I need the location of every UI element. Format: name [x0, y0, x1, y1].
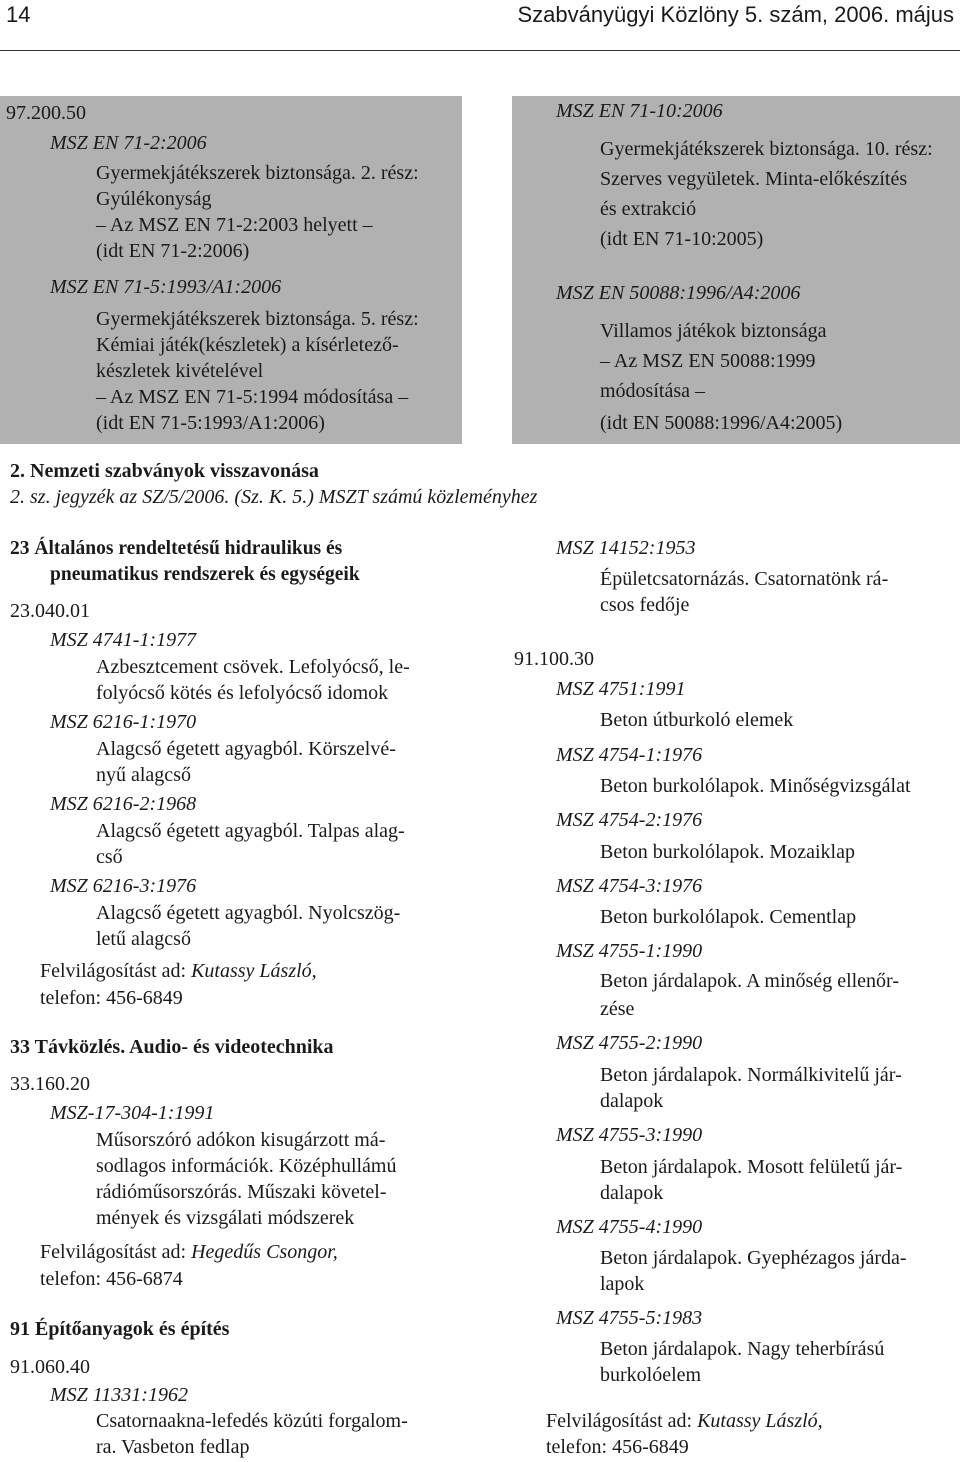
classification-code: 97.200.50 [6, 102, 86, 124]
standard-number: MSZ 4741-1:1977 [50, 629, 197, 651]
standard-title: zése [600, 998, 635, 1020]
classification-code: 23.040.01 [10, 600, 90, 622]
standard-title: Kémiai játék(készletek) a kísérletező- [96, 334, 399, 356]
standard-title: Műsorszóró adókon kisugárzott má- [96, 1129, 386, 1151]
contact-info [546, 1408, 823, 1434]
standard-title: Beton járdalapok. A minőség ellenőr- [600, 970, 899, 992]
standard-number: MSZ EN 71-2:2006 [50, 132, 207, 154]
standard-title: Alagcső égetett agyagból. Körszelvé- [96, 738, 396, 760]
standard-number: MSZ 6216-3:1976 [50, 875, 197, 897]
category-heading: pneumatikus rendszerek és egységeik [50, 564, 360, 585]
contact-info [40, 1239, 338, 1265]
standard-number: MSZ EN 50088:1996/A4:2006 [556, 282, 801, 304]
contact-phone: telefon: 456-6849 [40, 987, 183, 1009]
standard-title: Beton járdalapok. Normálkivitelű jár- [600, 1064, 902, 1086]
standard-number: MSZ 4754-2:1976 [556, 809, 703, 831]
standard-title: Beton burkolólapok. Mozaiklap [600, 841, 855, 863]
standard-title: Alagcső égetett agyagból. Nyolcszög- [96, 902, 401, 924]
standard-number: MSZ 4754-1:1976 [556, 744, 703, 766]
standard-title: Gyúlékonyság [96, 188, 212, 210]
category-heading: 91 Építőanyagok és építés [10, 1318, 230, 1340]
section-title: 2. Nemzeti szabványok visszavonása [10, 460, 319, 482]
standard-title: cső [96, 846, 123, 868]
standard-note: (idt EN 71-10:2005) [600, 228, 764, 250]
standard-title: burkolóelem [600, 1364, 702, 1386]
contact-prefix: Felvilágosítást ad: [40, 960, 192, 982]
contact-prefix: Felvilágosítást ad: [40, 1241, 192, 1263]
section-subtitle: 2. sz. jegyzék az SZ/5/2006. (Sz. K. 5.) MSZT számú közleményhez [10, 486, 538, 508]
classification-code: 91.100.30 [514, 648, 594, 670]
contact-name: Hegedűs Csongor, [191, 1241, 338, 1263]
standard-title: dalapok [600, 1090, 664, 1112]
standard-number: MSZ 4755-2:1990 [556, 1032, 703, 1054]
standard-title: Beton járdalapok. Gyephézagos járda- [600, 1247, 907, 1269]
standard-title: Alagcső égetett agyagból. Talpas alag- [96, 820, 405, 842]
standard-title: Gyermekjátékszerek biztonsága. 10. rész: [600, 138, 933, 160]
standard-title: Azbesztcement csövek. Lefolyócső, le- [96, 656, 410, 678]
standard-title: Beton járdalapok. Nagy teherbírású [600, 1338, 885, 1360]
standard-title: Beton burkolólapok. Cementlap [600, 906, 857, 928]
journal-title: Szabványügyi Közlöny 5. szám, 2006. május [517, 2, 954, 27]
contact-phone: telefon: 456-6849 [546, 1436, 689, 1458]
standard-number: MSZ EN 71-10:2006 [556, 100, 723, 122]
standard-title: Beton útburkoló elemek [600, 709, 794, 731]
standard-title: Beton burkolólapok. Minőségvizsgálat [600, 775, 911, 797]
standard-title: Szerves vegyületek. Minta-előkészítés [600, 168, 908, 190]
standard-title: ra. Vasbeton fedlap [96, 1436, 250, 1458]
standard-title: Villamos játékok biztonsága [600, 320, 827, 342]
standard-title: dalapok [600, 1182, 664, 1204]
standard-note: (idt EN 50088:1996/A4:2005) [600, 412, 843, 434]
standard-title: rádióműsorszórás. Műszaki követel- [96, 1181, 387, 1203]
standard-title: mények és vizsgálati módszerek [96, 1207, 355, 1229]
standard-title: Gyermekjátékszerek biztonsága. 2. rész: [96, 162, 419, 184]
contact-name: Kutassy László, [191, 960, 317, 982]
standard-title: lapok [600, 1273, 645, 1295]
standard-title: csos fedője [600, 594, 690, 616]
contact-prefix: Felvilágosítást ad: [546, 1410, 698, 1432]
standard-note: (idt EN 71-5:1993/A1:2006) [96, 412, 325, 434]
category-heading: 23 Általános rendeltetésű hidraulikus és [10, 538, 343, 559]
standard-number: MSZ 4755-1:1990 [556, 940, 703, 962]
standard-number: MSZ-17-304-1:1991 [50, 1102, 215, 1124]
standard-title: Beton járdalapok. Mosott felületű jár- [600, 1156, 903, 1178]
standard-title: és extrakció [600, 198, 697, 220]
standard-title: Épületcsatornázás. Csatornatönk rá- [600, 568, 889, 590]
standard-number: MSZ 4755-5:1983 [556, 1307, 703, 1329]
standard-note: (idt EN 71-2:2006) [96, 240, 250, 262]
contact-info [40, 958, 317, 984]
standard-note: módosítása – [600, 380, 705, 402]
standard-title: nyű alagcső [96, 764, 191, 786]
standard-title: sodlagos információk. Középhullámú [96, 1155, 397, 1177]
page-header [0, 0, 960, 51]
standard-number: MSZ 4754-3:1976 [556, 875, 703, 897]
standard-number: MSZ 4755-4:1990 [556, 1216, 703, 1238]
standard-number: MSZ 11331:1962 [50, 1384, 188, 1406]
standard-number: MSZ 6216-1:1970 [50, 711, 197, 733]
standard-number: MSZ 4751:1991 [556, 678, 686, 700]
classification-code: 33.160.20 [10, 1073, 90, 1095]
standard-title: készletek kivételével [96, 360, 264, 382]
classification-code: 91.060.40 [10, 1356, 90, 1378]
standard-number: MSZ 14152:1953 [556, 537, 696, 559]
standard-title: letű alagcső [96, 928, 191, 950]
category-heading: 33 Távközlés. Audio- és videotechnika [10, 1036, 334, 1058]
standard-note: – Az MSZ EN 71-5:1994 módosítása – [96, 386, 409, 408]
standard-number: MSZ 6216-2:1968 [50, 793, 197, 815]
standard-number: MSZ EN 71-5:1993/A1:2006 [50, 276, 282, 298]
page-number: 14 [6, 2, 31, 27]
standard-title: Csatornaakna-lefedés közúti forgalom- [96, 1410, 408, 1432]
standard-title: Gyermekjátékszerek biztonsága. 5. rész: [96, 308, 419, 330]
standard-title: folyócső kötés és lefolyócső idomok [96, 682, 389, 704]
standard-number: MSZ 4755-3:1990 [556, 1124, 703, 1146]
contact-phone: telefon: 456-6874 [40, 1268, 183, 1290]
standard-note: – Az MSZ EN 50088:1999 [600, 350, 816, 372]
contact-name: Kutassy László, [697, 1410, 823, 1432]
standard-note: – Az MSZ EN 71-2:2003 helyett – [96, 214, 373, 236]
